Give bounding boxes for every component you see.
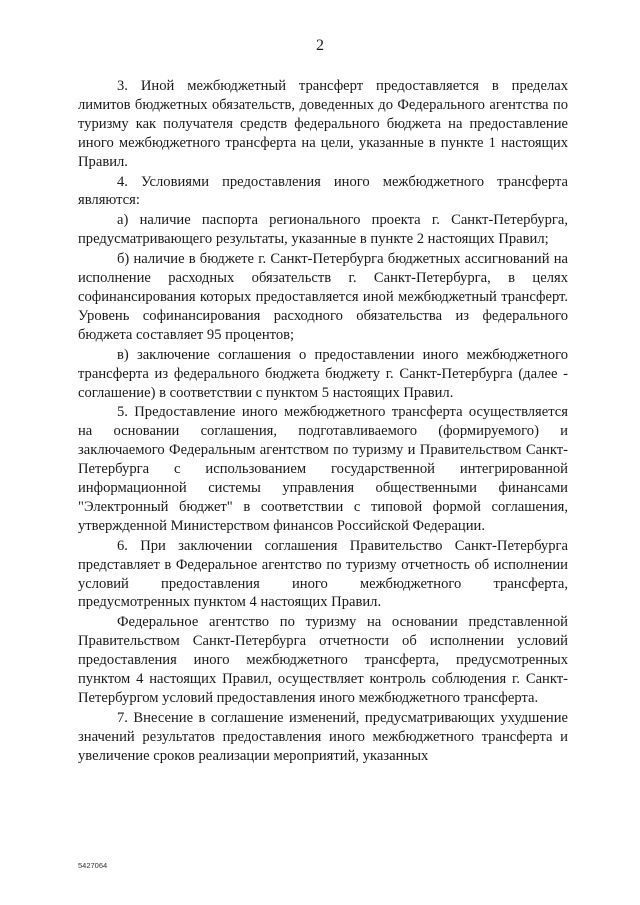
page-number: 2 xyxy=(316,37,324,54)
paragraph-3: 3. Иной межбюджетный трансферт предоставляется в пределах лимитов бюджетных обязательств, доведенных до Федерального агентства по туризму как получателя средств федерального бюджета на предоставление иного межбюджетного трансферта на цели, указанные в пункте 1 настоящих Правил. xyxy=(78,78,568,170)
paragraph-4a: а) наличие паспорта регионального проекта г. Санкт-Петербурга, предусматривающего результаты, указанные в пункте 2 настоящих Правил; xyxy=(78,212,568,248)
paragraph-4: 4. Условиями предоставления иного межбюджетного трансферта являются: xyxy=(78,173,568,209)
paragraph-7: 7. Внесение в соглашение изменений, предусматривающих ухудшение значений результатов предоставления иного межбюджетного трансферта и увеличение сроков реализации мероприятий, указанных xyxy=(78,709,568,764)
paragraph-6: 6. При заключении соглашения Правительство Санкт-Петербурга представляет в Федеральное агентство по туризму отчетность об исполнении условий предоставления иного межбюджетного трансферта, предусмотренных пунктом 4 настоящих Правил. xyxy=(78,537,568,611)
document-body xyxy=(78,77,568,766)
paragraph-5: 5. Предоставление иного межбюджетного трансферта осуществляется на основании соглашения, подготавливаемого (формируемого) и заключаемого Федеральным агентством по туризму и Правительством Санкт-Петербурга с использованием государственной интегрированной информационной системы управления общественными финансами "Электронный бюджет" в соответствии с типовой формой соглашения, утвержденной Министерством финансов Российской Федерации. xyxy=(78,404,568,534)
document-code: 5427064 xyxy=(78,861,108,870)
paragraph-4c: в) заключение соглашения о предоставлении иного межбюджетного трансферта из федерального бюджета бюджету г. Санкт-Петербурга (далее - соглашение) в соответствии с пунктом 5 настоящих Правил. xyxy=(78,346,568,401)
paragraph-6-control: Федеральное агентство по туризму на основании представленной Правительством Санкт-Петербурга отчетности об исполнении условий предоставления иного межбюджетного трансферта, предусмотренных пунктом 4 настоящих Правил, осуществляет контроль соблюдения г. Санкт-Петербургом условий предоставления иного межбюджетного трансферта. xyxy=(78,614,568,706)
paragraph-4b: б) наличие в бюджете г. Санкт-Петербурга бюджетных ассигнований на исполнение расходных обязательств г. Санкт-Петербурга, в целях софинансирования которых предоставляется иной межбюджетный трансферт. Уровень софинансирования расходного обязательства из федерального бюджета составляет 95 процентов; xyxy=(78,251,568,343)
